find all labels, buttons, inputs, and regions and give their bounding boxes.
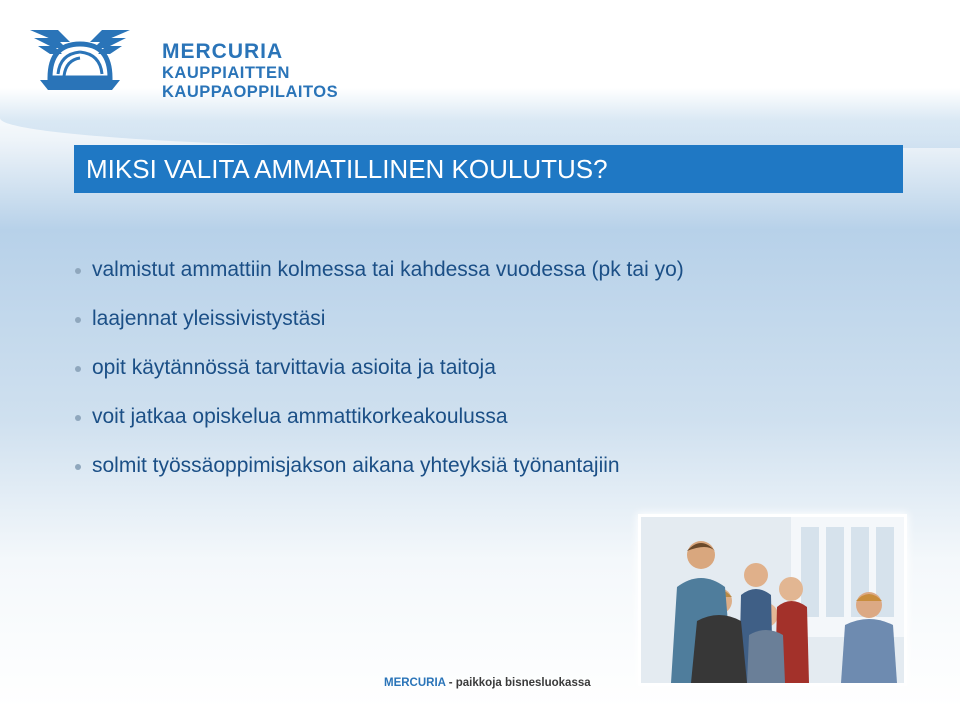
slide-title: MIKSI VALITA AMMATILLINEN KOULUTUS? — [86, 153, 608, 184]
students-photo-illustration — [641, 517, 904, 683]
bullet-dot-icon — [75, 415, 81, 421]
logo-name: MERCURIA — [162, 40, 284, 63]
logo-subtitle-1: KAUPPIAITTEN — [162, 64, 290, 83]
bullet-text: valmistut ammattiin kolmessa tai kahdessa vuodessa (pk tai yo) — [92, 258, 684, 281]
bullet-text: laajennat yleissivistystäsi — [92, 307, 326, 330]
bullet-item — [72, 353, 932, 402]
logo-text — [162, 40, 338, 102]
footer-tagline-text: - paikkoja bisnesluokassa — [445, 677, 591, 689]
footer-tagline — [384, 677, 591, 689]
mercuria-logo — [28, 20, 339, 102]
bullet-item — [72, 255, 932, 304]
bullet-text: opit käytännössä tarvittavia asioita ja taitoja — [92, 356, 496, 379]
bullet-item — [72, 304, 932, 353]
bullet-dot-icon — [75, 464, 81, 470]
group-of-students-photo — [641, 517, 904, 683]
bullet-text: voit jatkaa opiskelua ammattikorkeakoulussa — [92, 405, 508, 428]
bullet-dot-icon — [75, 268, 81, 274]
bullet-item — [72, 451, 932, 500]
logo-subtitle-2: KAUPPAOPPILAITOS — [162, 83, 339, 102]
winged-helmet-icon — [28, 22, 132, 94]
bullet-text: solmit työssäoppimisjakson aikana yhteyksiä työnantajiin — [92, 454, 620, 477]
slide-title-bar — [74, 145, 903, 193]
bullet-list — [72, 255, 932, 500]
footer-brand: MERCURIA — [384, 677, 446, 689]
bullet-item — [72, 402, 932, 451]
bullet-dot-icon — [75, 366, 81, 372]
bullet-dot-icon — [75, 317, 81, 323]
